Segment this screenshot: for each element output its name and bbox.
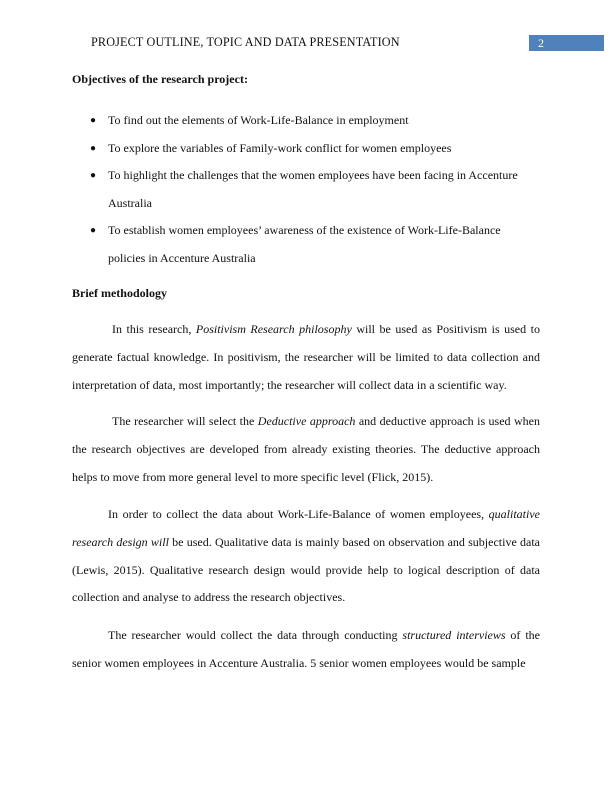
list-item: ● To explore the variables of Family-work conflict for women employees [88,135,528,163]
running-head: PROJECT OUTLINE, TOPIC AND DATA PRESENTATION [91,35,400,49]
page-number: 2 [529,35,604,51]
paragraph-design: In order to collect the data about Work-Life-Balance of women employees, qualitative research design will be used. Qualitative data is mainly based on observation and subjective data (Lewis, 2015). Qualitative research design would provide help to logical description of data collection and analyse to address the research objectives. [72,507,541,605]
bullet-icon: ● [90,115,97,126]
objectives-list [88,107,528,272]
bullet-icon: ● [90,170,97,181]
bullet-icon: ● [90,142,97,154]
bullet-icon: ● [90,225,97,236]
list-item: ● To highlight the challenges that the women employees have been facing in Accenture Australia [88,162,528,217]
list-item: ● To establish women employees’ awareness of the existence of Work-Life-Balance policies in Accenture Australia [88,217,528,272]
paragraph-interviews: The researcher would collect the data through conducting structured interviews of the senior women employees in Accenture Australia. 5 senior women employees would be sample [72,628,540,670]
paragraph-philosophy: In this research, Positivism Research philosophy will be used as Positivism is used to generate factual knowledge. In positivism, the researcher will be limited to data collection and interpretation of data, most importantly; the researcher will collect data in a scientific way. [72,322,540,392]
paragraph-approach: The researcher will select the Deductive approach and deductive approach is used when the research objectives are developed from already existing theories. The deductive approach helps to move from more general level to more specific level (Flick, 2015). [72,414,540,484]
objectives-heading: Objectives of the research project: [72,72,248,86]
methodology-heading: Brief methodology [72,286,167,300]
list-item: ● To find out the elements of Work-Life-Balance in employment [88,107,528,135]
